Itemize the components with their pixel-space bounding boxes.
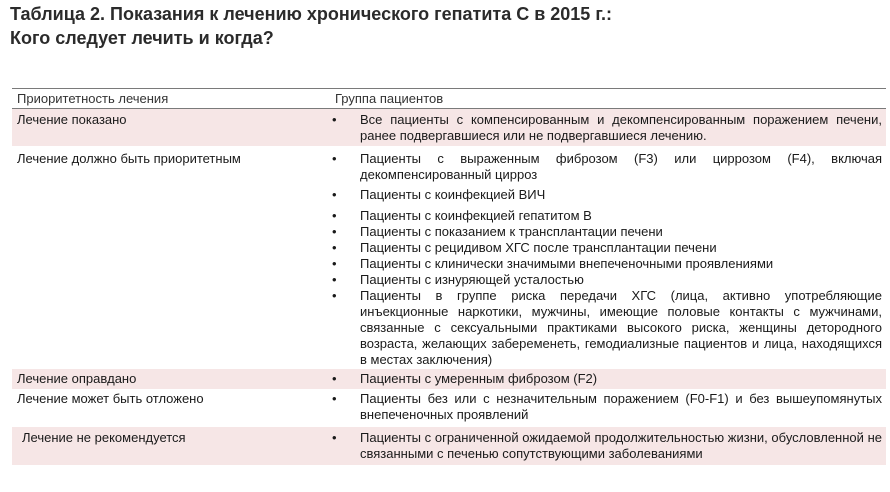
bullet-icon: • bbox=[332, 208, 337, 223]
bullet-icon: • bbox=[332, 288, 337, 303]
list-item: • Пациенты без или с незначительным поражением (F0-F1) и без вышеупомянутых внепеченочных проявлений bbox=[332, 391, 882, 422]
list-item: • Пациенты с выраженным фиброзом (F3) или циррозом (F4), включая декомпенсированный цирроз bbox=[332, 151, 882, 182]
row-priority: Лечение должно быть приоритетным bbox=[17, 151, 241, 166]
bullet-icon: • bbox=[332, 112, 337, 127]
list-item: • Пациенты с коинфекцией ВИЧ bbox=[332, 187, 546, 202]
header-patient-group: Группа пациентов bbox=[335, 91, 444, 106]
list-item: • Пациенты с изнуряющей усталостью bbox=[332, 272, 584, 287]
list-item: • Пациенты в группе риска передачи ХГС (лица, активно употребляющие инъекционные наркотики, мужчины, имеющие половые контакты с мужчинами, связанные с сексуальными практиками высокого риска, женщины детородного возраста, желающих забеременеть, гемодиализные пациентов и лица, находящихся в местах заключения) bbox=[332, 288, 882, 367]
bullet-icon: • bbox=[332, 240, 337, 255]
row-patient-group bbox=[330, 151, 886, 368]
row-patient-group bbox=[330, 430, 886, 462]
list-item: • Пациенты с коинфекцией гепатитом В bbox=[332, 208, 592, 223]
table-row bbox=[12, 389, 886, 427]
list-item: • Пациенты с рецидивом ХГС после трансплантации печени bbox=[332, 240, 717, 255]
bullet-icon: • bbox=[332, 391, 337, 406]
row-patient-group bbox=[330, 391, 886, 423]
indications-table bbox=[12, 88, 886, 465]
bullet-icon: • bbox=[332, 224, 337, 239]
bullet-icon: • bbox=[332, 151, 337, 166]
list-item: • Пациенты с ограниченной ожидаемой продолжительностью жизни, обусловленной не связанными с печенью сопутствующими заболеваниями bbox=[332, 430, 882, 461]
list-item: • Все пациенты с компенсированным и декомпенсированным поражением печени, ранее подвергавшиеся или не подвергавшиеся лечению. bbox=[332, 112, 882, 143]
row-priority: Лечение оправдано bbox=[17, 371, 137, 386]
table-header bbox=[12, 88, 886, 109]
title-line-2: Кого следует лечить и когда? bbox=[10, 28, 274, 48]
list-item: • Пациенты с умеренным фиброзом (F2) bbox=[332, 371, 598, 386]
list-item: • Пациенты с клинически значимыми внепеченочными проявлениями bbox=[332, 256, 774, 271]
row-patient-group bbox=[330, 112, 886, 144]
table-row bbox=[12, 148, 886, 369]
table-title bbox=[10, 2, 880, 50]
header-priority: Приоритетность лечения bbox=[17, 91, 169, 106]
row-priority: Лечение не рекомендуется bbox=[22, 430, 186, 445]
row-priority: Лечение может быть отложено bbox=[17, 391, 204, 406]
table-row bbox=[12, 109, 886, 146]
bullet-icon: • bbox=[332, 256, 337, 271]
bullet-icon: • bbox=[332, 272, 337, 287]
bullet-icon: • bbox=[332, 371, 337, 386]
list-item: • Пациенты с показанием к трансплантации печени bbox=[332, 224, 663, 239]
table-row bbox=[12, 369, 886, 389]
row-priority: Лечение показано bbox=[17, 112, 127, 127]
title-line-1: Таблица 2. Показания к лечению хронического гепатита С в 2015 г.: bbox=[10, 4, 613, 24]
row-patient-group bbox=[330, 371, 886, 387]
bullet-icon: • bbox=[332, 430, 337, 445]
table-row bbox=[12, 427, 886, 465]
bullet-icon: • bbox=[332, 187, 337, 202]
